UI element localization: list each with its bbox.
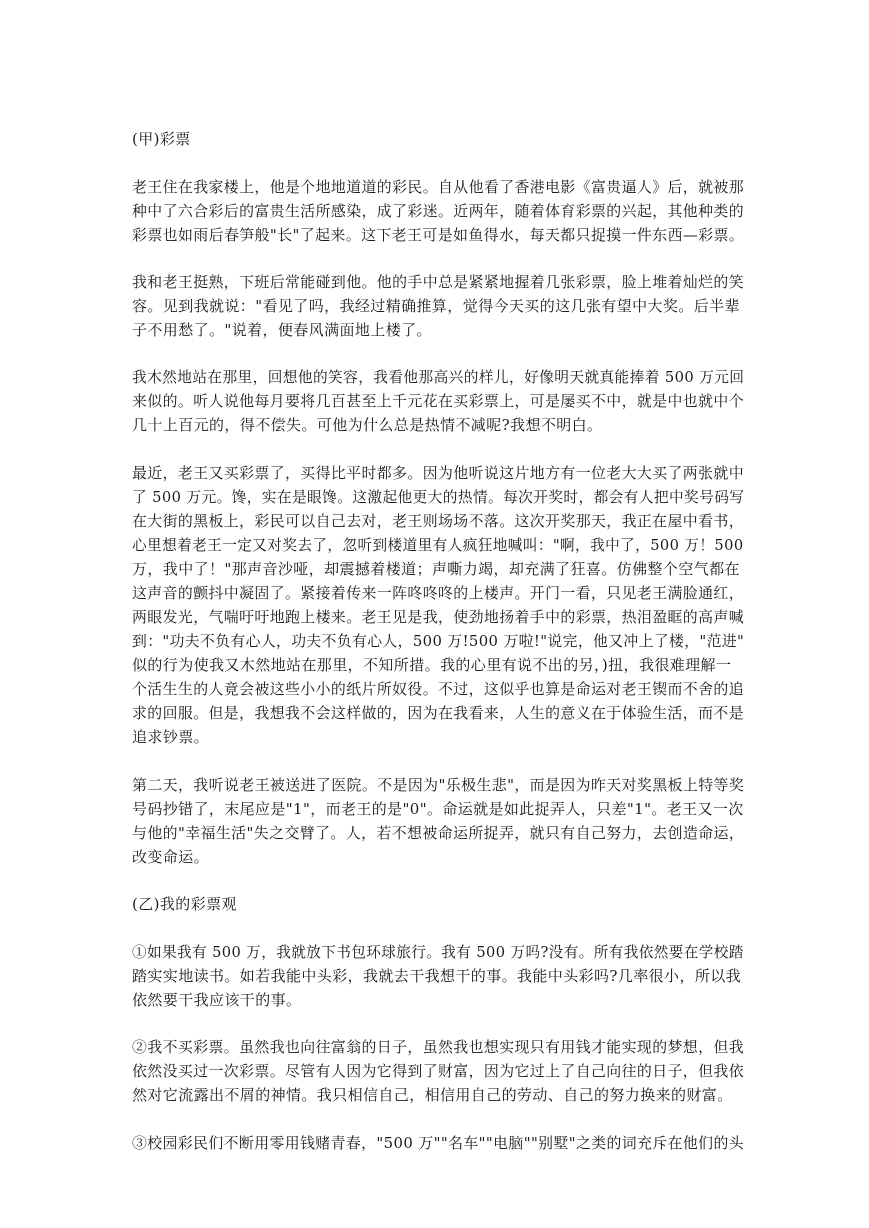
paragraph-line: 两眼发光，气喘吁吁地跑上楼来。老王见是我，使劲地扬着手中的彩票，热泪盈眶的高声喊 (132, 608, 745, 626)
paragraph-line: 了 500 万元。馋，实在是眼馋。这激起他更大的热情。每次开奖时，都会有人把中奖号码写 (132, 488, 745, 506)
paragraph-line: 到："功夫不负有心人，功夫不负有心人，500 万!500 万啦!"说完，他又冲上了楼，"范进" (132, 632, 745, 650)
paragraph-line: 这声音的颤抖中凝固了。紧接着传来一阵咚咚咚的上楼声。开门一看，只见老王满脸通红， (132, 584, 745, 602)
paragraph-line: 依然没买过一次彩票。尽管有人因为它得到了财富，因为它过上了自己向往的日子，但我依 (132, 1062, 745, 1080)
paragraph-line: 心里想着老王一定又对奖去了，忽听到楼道里有人疯狂地喊叫："啊，我中了，500 万！500 (132, 536, 744, 554)
section-heading-a: (甲)彩票 (132, 130, 191, 148)
paragraph-line: 种中了六合彩后的富贵生活所感染，成了彩迷。近两年，随着体育彩票的兴起，其他种类的 (132, 202, 745, 220)
paragraph-line: 似的行为使我又木然地站在那里，不知所措。我的心里有说不出的另，)扭，我很难理解一 (132, 656, 732, 674)
paragraph-line: 我和老王挺熟，下班后常能碰到他。他的手中总是紧紧地握着几张彩票，脸上堆着灿烂的笑 (132, 273, 745, 291)
paragraph-line: 然对它流露出不屑的神情。我只相信自己，相信用自己的劳动、自己的努力换来的财富。 (132, 1086, 733, 1104)
paragraph-line: 几十上百元的，得不偿失。可他为什么总是热情不减呢?我想不明白。 (132, 416, 603, 434)
paragraph-line: ②我不买彩票。虽然我也向往富翁的日子，虽然我也想实现只有用钱才能实现的梦想，但我 (132, 1038, 745, 1056)
paragraph-line: 彩票也如雨后春笋般"长"了起来。这下老王可是如鱼得水，每天都只捉摸一件东西—彩票。 (132, 226, 745, 244)
paragraph-line: 第二天，我听说老王被送进了医院。不是因为"乐极生悲"，而是因为昨天对奖黑板上特等奖 (132, 776, 745, 794)
paragraph-line: 万，我中了！"那声音沙哑，却震撼着楼道；声嘶力竭，却充满了狂喜。仿佛整个空气都在 (132, 560, 740, 578)
paragraph-line: 与他的"幸福生活"失之交臂了。人，若不想被命运所捉弄，就只有自己努力，去创造命运， (132, 824, 745, 842)
paragraph-line: 最近，老王又买彩票了，买得比平时都多。因为他听说这片地方有一位老大大买了两张就中 (132, 464, 745, 482)
paragraph-line: 踏实实地读书。如若我能中头彩，我就去干我想干的事。我能中头彩吗?几率很小，所以我 (132, 967, 742, 985)
paragraph-line: 我木然地站在那里，回想他的笑容，我看他那高兴的样儿，好像明天就真能捧着 500 万元回 (132, 368, 745, 386)
paragraph-line: 追求钞票。 (132, 728, 210, 746)
section-heading-b: (乙)我的彩票观 (132, 895, 237, 913)
paragraph-line: 个活生生的人竟会被这些小小的纸片所奴役。不过，这似乎也算是命运对老王锲而不舍的追 (132, 680, 745, 698)
paragraph-line: ③校园彩民们不断用零用钱赌青春，"500 万""名车""电脑""别墅"之类的词充斥在他们的头 (132, 1134, 744, 1152)
paragraph-line: 子不用愁了。"说着，便春风满面地上楼了。 (132, 321, 432, 339)
paragraph-line: 在大街的黑板上，彩民可以自己去对，老王则场场不落。这次开奖那天，我正在屋中看书， (132, 512, 745, 530)
paragraph-line: 容。见到我就说："看见了吗，我经过精确推算，觉得今天买的这几张有望中大奖。后半辈 (132, 297, 740, 315)
paragraph-line: 改变命运。 (132, 848, 210, 866)
paragraph-line: 老王住在我家楼上，他是个地地道道的彩民。自从他看了香港电影《富贵逼人》后，就被那 (132, 178, 745, 196)
paragraph-line: ①如果我有 500 万，我就放下书包环球旅行。我有 500 万吗?没有。所有我依然要在学校踏 (132, 943, 744, 961)
paragraph-line: 来似的。听人说他每月要将几百甚至上千元花在买彩票上，可是屡买不中，就是中也就中个 (132, 392, 745, 410)
paragraph-line: 依然要干我应该干的事。 (132, 991, 302, 1009)
paragraph-line: 求的回服。但是，我想我不会这样做的，因为在我看来，人生的意义在于体验生活，而不是 (132, 704, 745, 722)
paragraph-line: 号码抄错了，末尾应是"1"，而老王的是"0"。命运就是如此捉弄人，只差"1"。老王又一次 (132, 800, 744, 818)
